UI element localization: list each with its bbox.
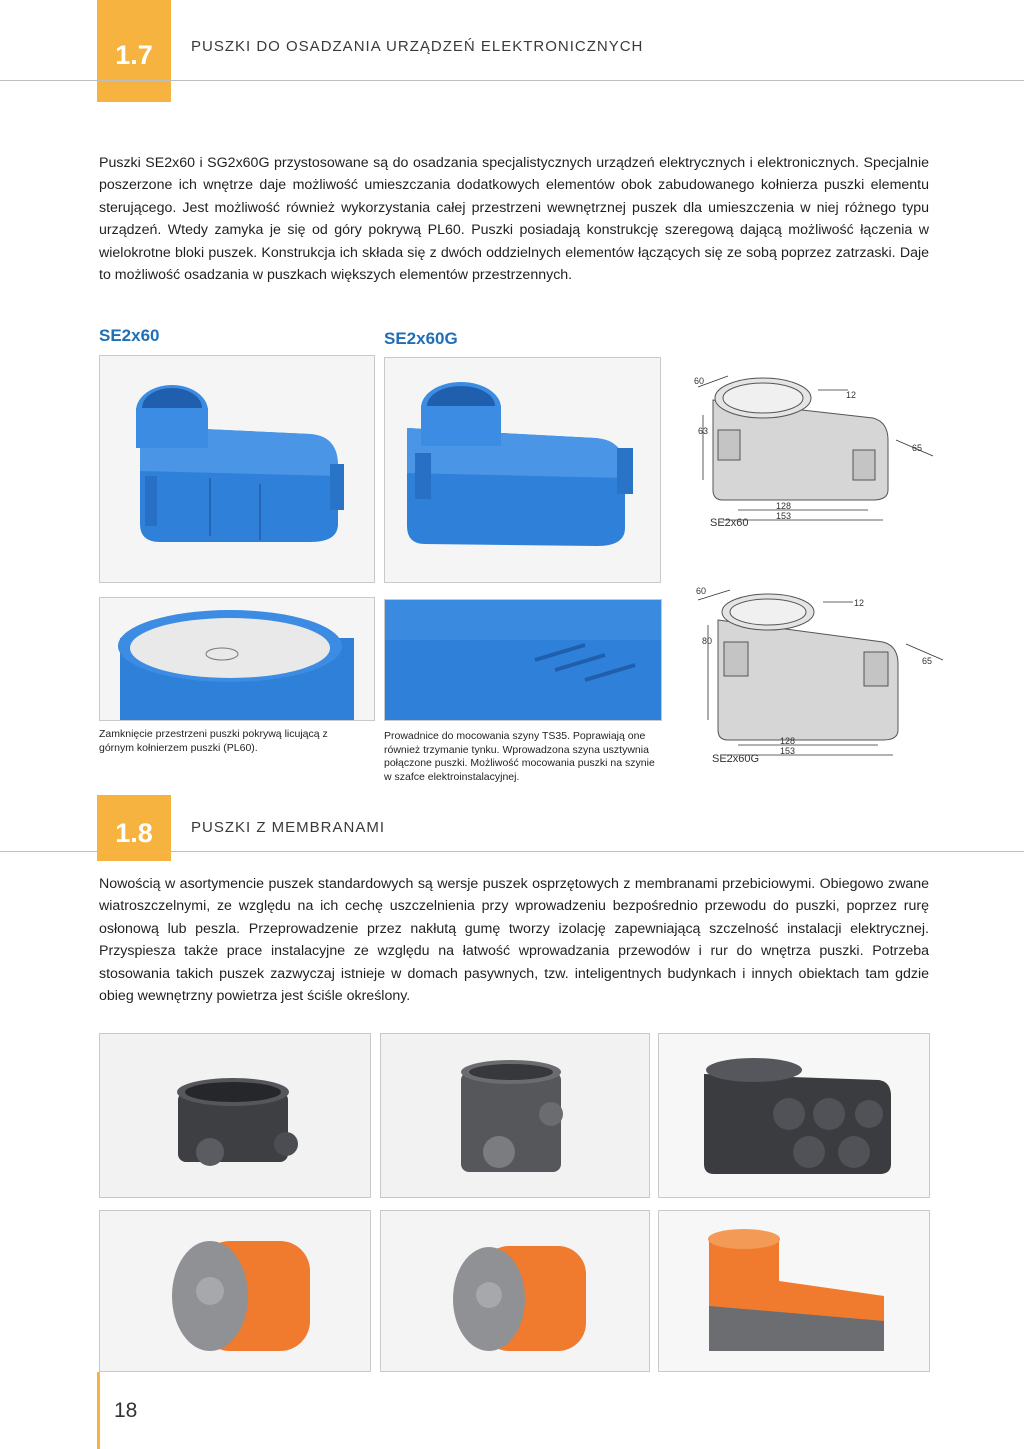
section-paragraph: Puszki SE2x60 i SG2x60G przystosowane są do osadzania specjalistycznych urządzeń elektrycznych i elektronicznych. Specjalnie poszerzone ich wnętrze daje możliwość umieszczania dodatkowych elementów obok zabudowanego kołnierza puszki elementu sterującego. Jest możliwość również wykorzystania całej przestrzeni wewnętrznej puszek dla umieszczenia w niej różnego typu urządzeń. Wtedy zamyka je się od góry pokrywą PL60. Puszki posiadają konstrukcję szeregową dającą możliwość łączenia w wielokrotne bloki puszek. Konstrukcja ich składa się z dwóch oddzielnych elementów łączących się ze sobą poprzez zatrzaski. Daje to możliwość osadzania w puszkach większych elementów przestrzennych. xyxy=(99,155,929,284)
product-photo-se2x60 xyxy=(99,355,375,583)
product-photo-membrane-double-dark xyxy=(658,1033,930,1198)
product-photo-se2x60g xyxy=(384,357,661,583)
dim-outer-length: 153 xyxy=(780,746,796,756)
product-label-se2x60g: SE2x60G xyxy=(384,329,458,348)
product-photo-cover xyxy=(99,597,375,721)
section-number-badge xyxy=(97,0,171,102)
dim-width: 60 xyxy=(694,376,705,386)
section-divider xyxy=(0,851,1024,852)
orange-box-illustration xyxy=(100,1211,370,1371)
page-number: 18 xyxy=(114,1399,138,1422)
dim-rail: 12 xyxy=(854,598,865,608)
product-photo-membrane-round-orange-side xyxy=(380,1210,650,1372)
dim-width: 60 xyxy=(696,586,707,596)
technical-drawing-se2x60 xyxy=(668,360,953,560)
section-number: 1.7 xyxy=(115,39,153,70)
dim-inner-length: 128 xyxy=(776,501,792,511)
dark-box-illustration xyxy=(659,1034,929,1197)
product-photo-membrane-round-grey xyxy=(380,1033,650,1198)
product-photo-rail xyxy=(384,599,662,721)
dim-height: 65 xyxy=(912,443,923,453)
dark-box-illustration xyxy=(100,1034,370,1197)
footer-accent-bar xyxy=(97,1372,100,1449)
section-divider xyxy=(0,80,1024,81)
drawing-svg xyxy=(668,580,953,780)
dim-depth: 80 xyxy=(702,636,713,646)
product-photo-membrane-double-orange xyxy=(658,1210,930,1372)
technical-drawing-se2x60g xyxy=(668,580,953,780)
dark-box-illustration xyxy=(381,1034,649,1197)
blue-box-illustration xyxy=(100,356,374,582)
blue-box-illustration xyxy=(385,358,660,582)
orange-box-illustration xyxy=(381,1211,649,1371)
dim-rail: 12 xyxy=(846,390,857,400)
dim-outer-length: 153 xyxy=(776,511,792,521)
dim-inner-length: 128 xyxy=(780,736,796,746)
product-photo-membrane-round-orange xyxy=(99,1210,371,1372)
section-title: PUSZKI DO OSADZANIA URZĄDZEŃ ELEKTRONICZNYCH xyxy=(191,38,644,55)
orange-box-illustration xyxy=(659,1211,929,1371)
section-paragraph: Nowością w asortymencie puszek standardowych są wersje puszek osprzętowych z membranami przebiciowymi. Obiegowo zwane wiatroszczelnymi, ze względu na ich cechę uszczelnienia przy wprowadzeniu bezpośrednio przewodu do puszki, poprzez rurę osłonową lub peszla. Przeprowadzenie przez nakłutą gumę tworzy izolację zapewniającą szczelność instalacji elektrycznej. Przyspiesza także prace instalacyjne ze względu na łatwość wprowadzania przewodów i rur do wnętrza puszki. Potrzeba stosowania takich puszek zazwyczaj istnieje w domach pasywnych, tzw. inteligentnych budynkach i innych obiektach tam gdzie obieg wewnętrzny powietrza jest ściśle określony. xyxy=(99,876,929,1005)
dim-height: 65 xyxy=(922,656,933,666)
dim-depth: 63 xyxy=(698,426,709,436)
section-title: PUSZKI Z MEMBRANAMI xyxy=(191,819,386,836)
section-number: 1.8 xyxy=(115,817,153,848)
drawing-svg xyxy=(668,360,953,560)
rail-illustration xyxy=(385,600,661,720)
drawing-label: SE2x60 xyxy=(710,517,749,529)
product-photo-membrane-round-dark xyxy=(99,1033,371,1198)
caption-rail: Prowadnice do mocowania szyny TS35. Poprawiają one również trzymanie tynku. Wprowadzona szyna usztywnia połączone puszki. Możliwość mocowania puszki na szynie w szafce elektroinstalacyjnej. xyxy=(384,730,655,783)
cover-illustration xyxy=(100,598,374,720)
drawing-label: SE2x60G xyxy=(712,753,760,765)
caption-cover: Zamknięcie przestrzeni puszki pokrywą licującą z górnym kołnierzem puszki (PL60). xyxy=(99,728,328,754)
product-label-se2x60: SE2x60 xyxy=(99,326,160,345)
